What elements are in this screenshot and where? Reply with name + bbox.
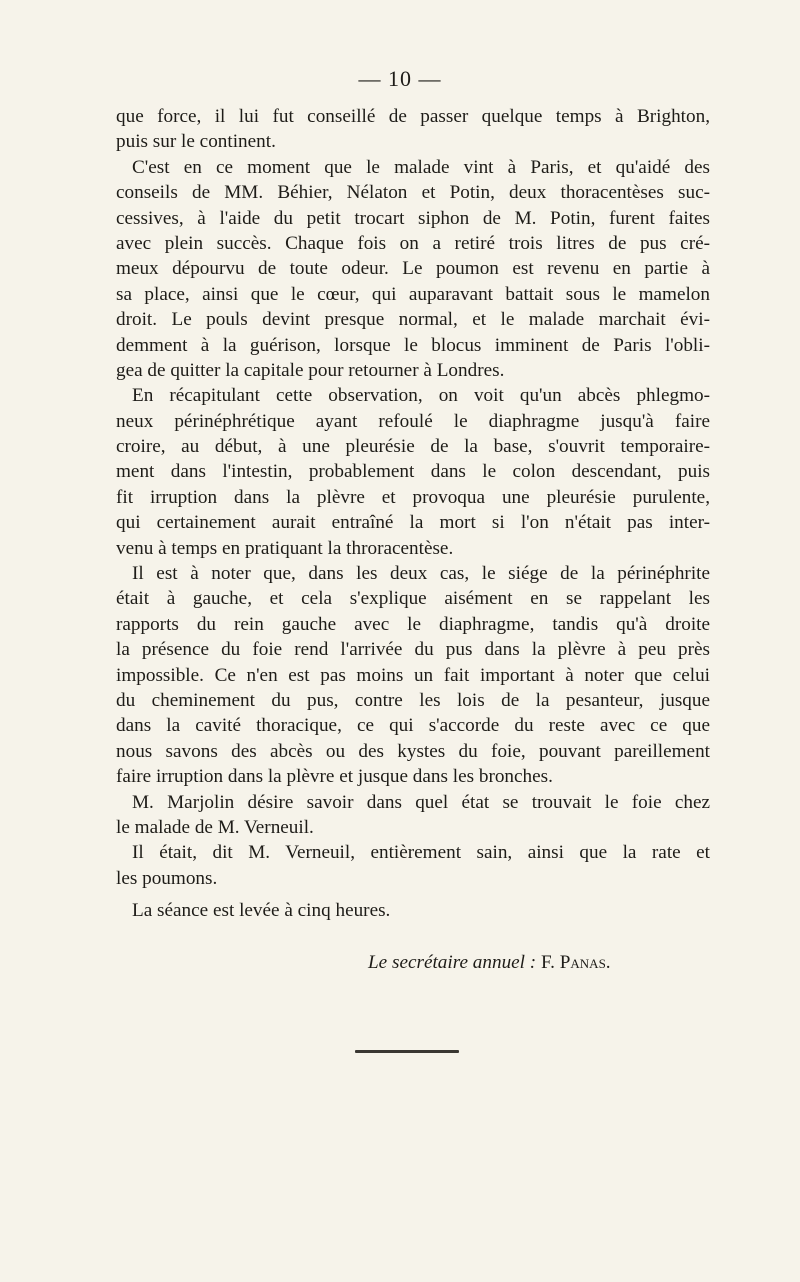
text-line: la présence du foie rend l'arrivée du pus dans la plèvre à peu près	[116, 639, 710, 661]
text-line: M. Marjolin désire savoir dans quel état se trouvait le foie chez	[132, 791, 710, 813]
closing-line: La séance est levée à cinq heures.	[132, 900, 391, 921]
text-line: fit irruption dans la plèvre et provoqua une pleurésie purulente,	[116, 486, 710, 508]
signature-name: F. Panas.	[541, 952, 611, 973]
signature	[368, 952, 611, 974]
text-line: rapports du rein gauche avec le diaphragme, tandis qu'à droite	[116, 613, 710, 635]
text-line: faire irruption dans la plèvre et jusque dans les bronches.	[116, 766, 553, 788]
body-text	[116, 104, 710, 891]
text-line: cessives, à l'aide du petit trocart siphon de M. Potin, furent faites	[116, 207, 710, 229]
text-line: demment à la guérison, lorsque le blocus imminent de Paris l'obli-	[116, 334, 710, 356]
text-line: que force, il lui fut conseillé de passer quelque temps à Brighton,	[116, 106, 710, 127]
text-line: impossible. Ce n'en est pas moins un fait important à noter que celui	[116, 664, 710, 686]
text-line: puis sur le continent.	[116, 131, 276, 153]
text-line: Il est à noter que, dans les deux cas, le siége de la périnéphrite	[132, 563, 710, 585]
page-number: — 10 —	[358, 66, 442, 91]
text-line: meux dépourvu de toute odeur. Le poumon est revenu en partie à	[116, 258, 710, 280]
text-line: croire, au début, à une pleurésie de la base, s'ouvrit temporaire-	[116, 436, 710, 458]
text-line: nous savons des abcès ou des kystes du foie, pouvant pareillement	[116, 740, 710, 762]
text-line: venu à temps en pratiquant la throracentèse.	[116, 537, 454, 559]
text-line: les poumons.	[116, 867, 218, 889]
signature-role: Le secrétaire annuel :	[368, 952, 537, 973]
text-line: sa place, ainsi que le cœur, qui auparavant battait sous le mamelon	[116, 283, 710, 305]
text-line: Il était, dit M. Verneuil, entièrement sain, ainsi que la rate et	[132, 842, 710, 864]
text-line: dans la cavité thoracique, ce qui s'accorde du reste avec ce que	[116, 715, 710, 737]
end-rule	[355, 1050, 459, 1053]
text-line: ment dans l'intestin, probablement dans le colon descendant, puis	[116, 461, 710, 483]
text-line: était à gauche, et cela s'explique aisément en se rappelant les	[116, 588, 710, 610]
text-line: En récapitulant cette observation, on voit qu'un abcès phlegmo-	[132, 385, 710, 407]
text-line: C'est en ce moment que le malade vint à Paris, et qu'aidé des	[132, 156, 710, 178]
text-line: avec plein succès. Chaque fois on a retiré trois litres de pus cré-	[116, 232, 710, 254]
text-line: le malade de M. Verneuil.	[116, 816, 314, 838]
text-line: qui certainement aurait entraîné la mort si l'on n'était pas inter-	[116, 512, 710, 534]
text-line: conseils de MM. Béhier, Nélaton et Potin, deux thoracentèses suc-	[116, 182, 710, 204]
text-line: neux périnéphrétique ayant refoulé le diaphragme jusqu'à faire	[116, 410, 710, 432]
text-line: gea de quitter la capitale pour retourner à Londres.	[116, 359, 505, 381]
text-line: du cheminement du pus, contre les lois de la pesanteur, jusque	[116, 689, 710, 711]
text-line: droit. Le pouls devint presque normal, et le malade marchait évi-	[116, 309, 710, 331]
